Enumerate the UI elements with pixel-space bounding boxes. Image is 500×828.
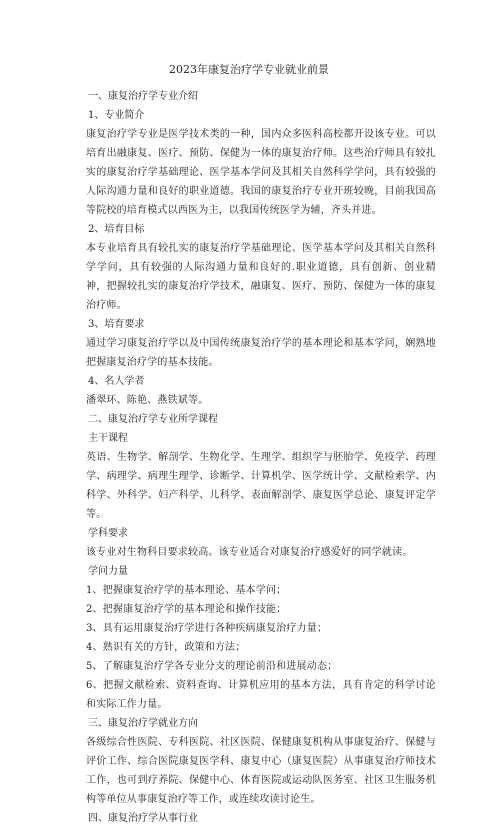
- ability-item-3: 3、具有运用康复治疗学进行各种疾病康复治疗力量；: [86, 623, 328, 634]
- section-heading-industries: 四、康复治疗学从事行业: [88, 813, 198, 824]
- subheading-scholars: 4、名人学者: [88, 376, 145, 387]
- ability-item-2: 2、把握康复治疗学的基本理论和操作技能；: [86, 604, 287, 615]
- section-heading-intro: 一、康复治疗学专业介绍: [88, 91, 198, 102]
- ability-item-1: 1、把握康复治疗学的基本理论、基本学问；: [86, 585, 287, 596]
- subheading-profile: 1、专业简介: [88, 110, 145, 121]
- paragraph-profile: 康复治疗学专业是医学技术类的一种，国内众多医科高校都开设该专业。可以培育出融康复、医疗、预防、保健为一体的康复治疗师。这些治疗师具有较扎实的康复治疗学基础理论、医学基本学问及其相关自然科学学问，具有较强的人际沟通力量和良好的职业道德。我国的康复治疗专业开班较晚，目前我国高等院校的培育模式以西医为主，以我国传统医学为辅，齐头并进。: [86, 129, 436, 216]
- subheading-abilities: 学问力量: [88, 566, 128, 577]
- subheading-requirement: 3、培育要求: [88, 319, 145, 330]
- subheading-goal: 2、培育目标: [88, 224, 145, 235]
- section-heading-employment: 三、康复治疗学就业方向: [88, 718, 198, 729]
- subheading-subject-requirement: 学科要求: [88, 528, 128, 539]
- ability-item-5: 5、了解康复治疗学各专业分支的理论前沿和进展动态；: [86, 661, 338, 672]
- ability-item-4: 4、熟识有关的方针，政策和方法；: [86, 642, 246, 653]
- document-title: 2023年康复治疗学专业就业前景: [169, 63, 329, 76]
- paragraph-employment: 各级综合性医院、专科医院、社区医院、保健康复机构从事康复治疗、保健与评价工作、综合医院康复医学科、康复中心（康复医院）从事康复治疗师技术工作，也可到疗养院、保健中心、体育医院或运动队医务室、社区卫生服务机构等单位从事康复治疗等工作，或连续攻读讨论生。: [86, 737, 436, 805]
- paragraph-subject-requirement: 该专业对生物科目要求较高。该专业适合对康复治疗感爱好的同学就读。: [86, 547, 413, 558]
- paragraph-core-courses: 英语、生物学、解剖学、生物化学、生理学、组织学与胚胎学、免疫学、药理学、病理学、病理生理学、诊断学、计算机学、医学统计学、文献检索学、内科学、外科学、妇产科学、儿科学、表面解剖学、康复医学总论、康复评定学等。: [86, 452, 436, 520]
- paragraph-requirement: 通过学习康复治疗学以及中国传统康复治疗学的基本理论和基本学问，娴熟地把握康复治疗学的基本技能。: [86, 338, 436, 368]
- ability-item-6: 6、把握文献检索、资料查询、计算机应用的基本方法，具有肯定的科学讨论和实际工作力量。: [86, 680, 436, 710]
- paragraph-goal: 本专业培育具有较扎实的康复治疗学基础理论、医学基本学问及其相关自然科学学问，具有较强的人际沟通力量和良好的.职业道德，具有创新、创业精神，把握较扎实的康复治疗学技术，融康复、医疗、预防、保健为一体的康复治疗师。: [86, 243, 436, 311]
- subheading-core-courses: 主干课程: [88, 433, 128, 444]
- section-heading-courses: 二、康复治疗学专业所学课程: [88, 414, 218, 425]
- paragraph-scholars: 潘翠环、陈艳、燕铁斌等。: [86, 395, 209, 406]
